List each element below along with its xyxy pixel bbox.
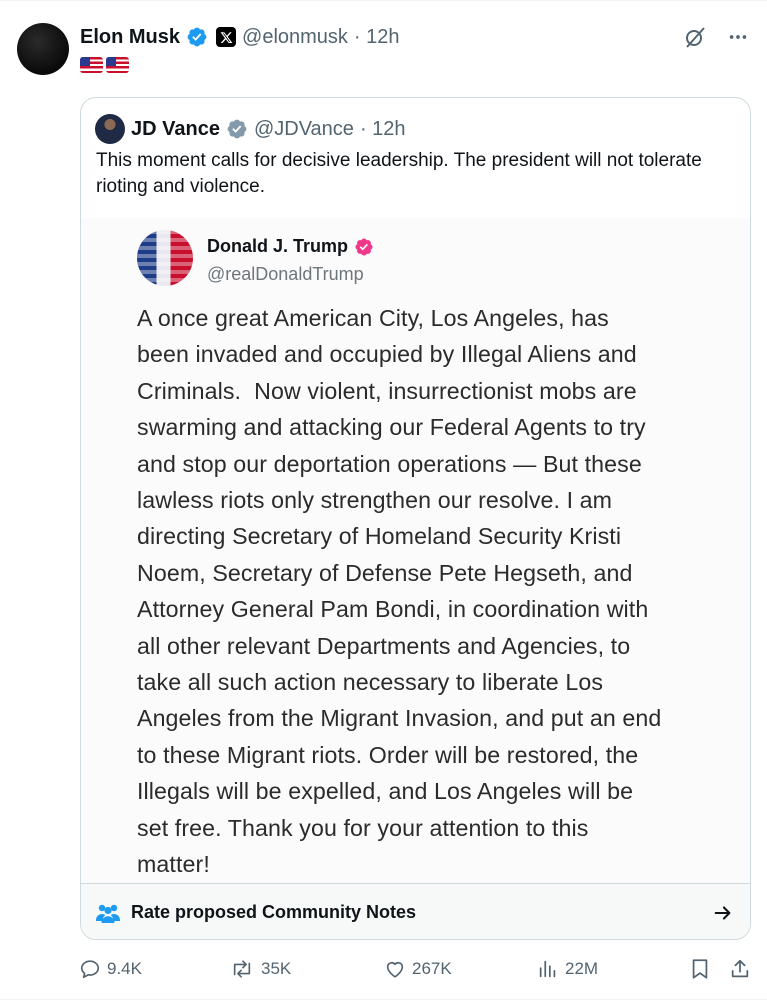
embedded-author-name-row <box>207 236 374 257</box>
embedded-text-line: directing Secretary of Homeland Security Kristi <box>137 523 622 550</box>
embedded-author-handle: @realDonaldTrump <box>207 264 364 284</box>
quoted-tweet-header <box>95 114 406 144</box>
embedded-text-line: matter! <box>137 851 210 878</box>
verified-pink-badge-icon <box>354 237 374 257</box>
repost-count: 35K <box>261 959 292 978</box>
us-flag-icon <box>80 57 103 73</box>
views-count: 22M <box>565 959 599 978</box>
author-avatar[interactable] <box>17 23 69 75</box>
embedded-text-line: all other relevant Departments and Agencies, to <box>137 632 631 659</box>
community-notes-people-icon <box>95 902 121 924</box>
quoted-author-handle: @JDVance <box>253 117 354 140</box>
tweet-time[interactable]: · 12h <box>353 25 400 48</box>
repost-button[interactable] <box>229 958 291 980</box>
tweet-top-actions <box>683 25 749 49</box>
embedded-author-avatar <box>137 230 193 286</box>
embedded-post-text <box>137 300 707 883</box>
reply-icon <box>79 958 101 980</box>
author-handle[interactable]: @elonmusk <box>242 25 348 48</box>
like-button[interactable] <box>384 958 452 980</box>
verified-gray-badge-icon <box>226 118 248 140</box>
embedded-text-line: Noem, Secretary of Defense Pete Hegseth, and <box>137 559 633 586</box>
share-button[interactable] <box>729 958 751 980</box>
embedded-text-line: swarming and attacking our Federal Agents to try <box>137 414 646 441</box>
reply-count: 9.4K <box>107 959 142 978</box>
quoted-author-name: JD Vance <box>131 117 220 140</box>
verified-badge-icon <box>186 26 208 48</box>
bookmark-button[interactable] <box>690 958 710 980</box>
repost-icon <box>229 958 255 980</box>
quoted-tweet-time: · 12h <box>359 117 406 140</box>
bookmark-icon <box>690 958 710 980</box>
embedded-text-line: take all such action necessary to liberate Los <box>137 669 604 696</box>
grok-icon[interactable] <box>683 25 707 49</box>
more-options-icon[interactable] <box>727 26 749 48</box>
quoted-tweet[interactable] <box>80 97 751 940</box>
reply-button[interactable] <box>79 958 142 980</box>
x-affiliation-icon <box>216 27 236 47</box>
embedded-text-line: Attorney General Pam Bondi, in coordination with <box>137 596 649 623</box>
heart-icon <box>384 958 406 980</box>
embedded-text-line: been invaded and occupied by Illegal Aliens and <box>137 341 637 368</box>
tweet-text-flags <box>80 57 129 73</box>
embedded-author-name: Donald J. Trump <box>207 236 349 256</box>
like-count: 267K <box>412 959 452 978</box>
community-notes-label: Rate proposed Community Notes <box>131 902 417 922</box>
embedded-text-line: A once great American City, Los Angeles, has <box>137 305 609 331</box>
action-bar <box>79 958 759 984</box>
author-name[interactable]: Elon Musk <box>80 25 181 48</box>
embedded-text-line: set free. Thank you for your attention to this <box>137 814 589 841</box>
embedded-text-line: and stop our deportation operations — But these <box>137 450 642 477</box>
embedded-text-line: to these Migrant riots. Order will be restored, the <box>137 741 639 768</box>
views-button[interactable] <box>537 958 598 980</box>
arrow-right-icon <box>712 902 734 924</box>
share-icon <box>729 958 751 980</box>
views-chart-icon <box>537 958 559 980</box>
embedded-text-line: Illegals will be expelled, and Los Angeles will be <box>137 778 634 805</box>
community-notes-button[interactable] <box>81 883 751 940</box>
embedded-text-line: lawless riots only strengthen our resolve. I am <box>137 487 613 514</box>
embedded-text-line: Angeles from the Migrant Invasion, and put an end <box>137 705 662 732</box>
us-flag-icon <box>106 57 129 73</box>
embedded-screenshot[interactable] <box>81 218 751 883</box>
embedded-text-line: Criminals. Now violent, insurrectionist mobs are <box>137 377 637 404</box>
quoted-author-avatar <box>95 114 125 144</box>
tweet-header <box>80 25 400 49</box>
quoted-tweet-text: This moment calls for decisive leadership. The president will not tolerate rioting and violence. <box>96 150 702 197</box>
